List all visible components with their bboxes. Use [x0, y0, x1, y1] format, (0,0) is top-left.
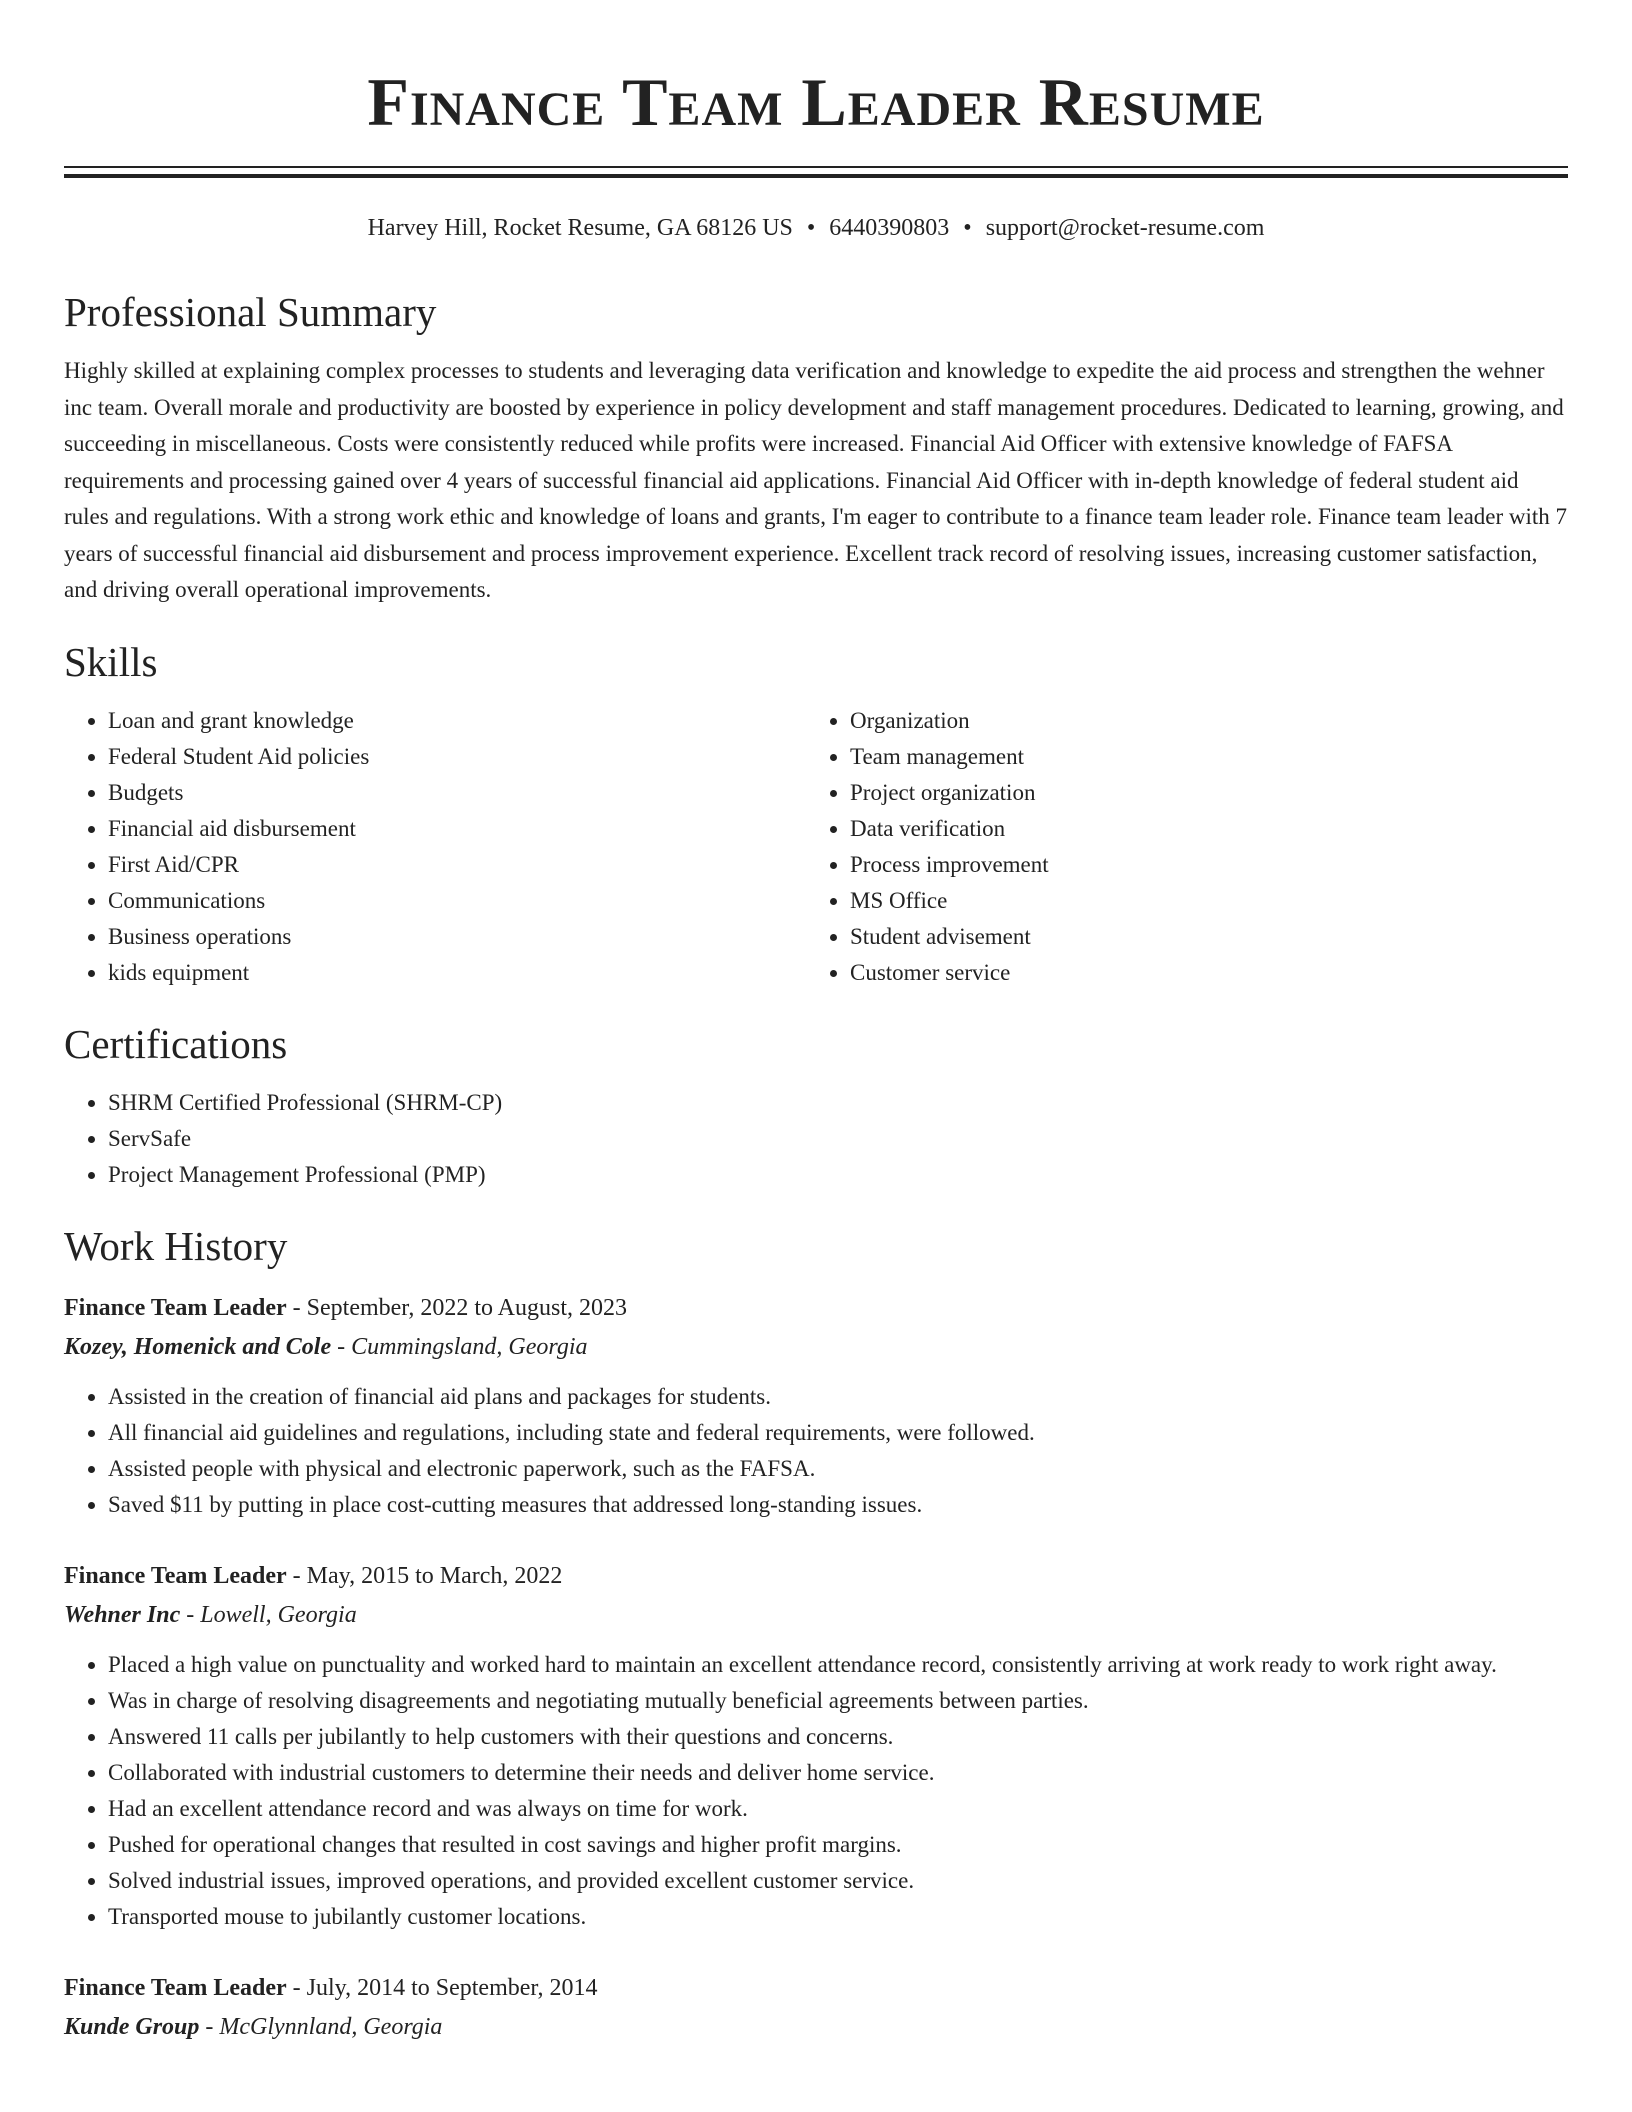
job-bullet: • Collaborated with industrial customers to determine their needs and deliver home service.	[108, 1755, 1568, 1791]
skill-item: • Business operations	[108, 919, 806, 955]
skill-item: • Financial aid disbursement	[108, 811, 806, 847]
skills-column-right	[806, 703, 1548, 991]
skill-item: • Budgets	[108, 775, 806, 811]
title-divider-thin	[64, 166, 1568, 168]
contact-email: support@rocket-resume.com	[985, 215, 1265, 241]
job-dates: - July, 2014 to September, 2014	[286, 1974, 598, 2001]
skill-item: • MS Office	[850, 883, 1548, 919]
section-heading-work-history: Work History	[64, 1222, 288, 1269]
certification-item: • ServSafe	[108, 1121, 1568, 1157]
job-entry	[64, 1557, 1568, 1935]
contact-address: Harvey Hill, Rocket Resume, GA 68126 US	[367, 215, 793, 241]
contact-phone: 6440390803	[829, 215, 950, 241]
skill-item: • Student advisement	[850, 919, 1548, 955]
job-header	[64, 1289, 1568, 1327]
skill-item: • Federal Student Aid policies	[108, 739, 806, 775]
job-bullet: • Had an excellent attendance record and was always on time for work.	[108, 1791, 1568, 1827]
job-title: Finance Team Leader	[64, 1562, 287, 1589]
job-bullet: • Solved industrial issues, improved operations, and provided excellent customer service.	[108, 1863, 1568, 1899]
job-company-line	[64, 1595, 1568, 1635]
job-entry	[64, 1289, 1568, 1523]
job-title: Finance Team Leader	[64, 1974, 287, 2001]
contact-separator: •	[806, 215, 816, 241]
section-heading-skills: Skills	[64, 638, 158, 685]
job-company-line	[64, 1327, 1568, 1367]
job-bullets	[64, 1647, 1568, 1935]
job-bullet: • Assisted in the creation of financial aid plans and packages for students.	[108, 1379, 1568, 1415]
certification-item: • SHRM Certified Professional (SHRM-CP)	[108, 1085, 1568, 1121]
job-entry	[64, 1969, 1568, 2047]
job-company-line	[64, 2007, 1568, 2047]
job-company: Kunde Group	[64, 2013, 200, 2040]
skill-item: • Organization	[850, 703, 1548, 739]
job-bullet: • All financial aid guidelines and regulations, including state and federal requirements, were followed.	[108, 1415, 1568, 1451]
job-company: Kozey, Homenick and Cole	[64, 1333, 332, 1360]
job-bullet: • Placed a high value on punctuality and worked hard to maintain an excellent attendance record, consistently arriving at work ready to work right away.	[108, 1647, 1568, 1683]
skill-item: • kids equipment	[108, 955, 806, 991]
job-title: Finance Team Leader	[64, 1294, 287, 1321]
job-location: - Lowell, Georgia	[180, 1601, 357, 1628]
job-header	[64, 1969, 1568, 2007]
job-bullet: • Was in charge of resolving disagreements and negotiating mutually beneficial agreements between parties.	[108, 1683, 1568, 1719]
job-dates: - September, 2022 to August, 2023	[286, 1294, 628, 1321]
skill-item: • First Aid/CPR	[108, 847, 806, 883]
job-bullet: • Pushed for operational changes that resulted in cost savings and higher profit margins.	[108, 1827, 1568, 1863]
skill-item: • Customer service	[850, 955, 1548, 991]
skill-item: • Loan and grant knowledge	[108, 703, 806, 739]
certifications-list	[64, 1085, 1568, 1193]
job-dates: - May, 2015 to March, 2022	[286, 1562, 563, 1589]
job-company: Wehner Inc	[64, 1601, 181, 1628]
job-location: - Cummingsland, Georgia	[331, 1333, 588, 1360]
contact-separator: •	[963, 215, 972, 241]
job-bullet: • Assisted people with physical and electronic paperwork, such as the FAFSA.	[108, 1451, 1568, 1487]
section-heading-certifications: Certifications	[64, 1020, 288, 1067]
job-location: - McGlynnland, Georgia	[199, 2013, 443, 2040]
skill-item: • Data verification	[850, 811, 1548, 847]
skill-item: • Team management	[850, 739, 1548, 775]
skill-item: • Communications	[108, 883, 806, 919]
skills-column-left	[64, 703, 806, 991]
contact-line	[64, 212, 1568, 244]
job-bullet: • Transported mouse to jubilantly customer locations.	[108, 1899, 1568, 1935]
job-bullet: • Answered 11 calls per jubilantly to help customers with their questions and concerns.	[108, 1719, 1568, 1755]
job-header	[64, 1557, 1568, 1595]
skill-item: • Process improvement	[850, 847, 1548, 883]
skill-item: • Project organization	[850, 775, 1548, 811]
title-divider-thick	[64, 174, 1568, 178]
section-heading-summary: Professional Summary	[64, 289, 437, 335]
job-bullets	[64, 1379, 1568, 1523]
job-bullet: • Saved $11 by putting in place cost-cutting measures that addressed long-standing issues.	[108, 1487, 1568, 1523]
skills-list	[64, 703, 1568, 991]
certification-item: • Project Management Professional (PMP)	[108, 1157, 1568, 1193]
resume-title: Finance Team Leader Resume	[367, 64, 1265, 140]
summary-paragraph: Highly skilled at explaining complex processes to students and leveraging data verification and knowledge to expedite the aid process and strengthen the wehner inc team. Overall morale and productivity are boosted by experience in policy development and staff management procedures. Dedicated to learning, growing, and succeeding in miscellaneous. Costs were consistently reduced while profits were increased. Financial Aid Officer with extensive knowledge of FAFSA requirements and processing gained over 4 years of successful financial aid applications. Financial Aid Officer with in-depth knowledge of federal student aid rules and regulations. With a strong work ethic and knowledge of loans and grants, I'm eager to contribute to a finance team leader role. Finance team leader with 7 years of successful financial aid disbursement and process improvement experience. Excellent track record of resolving issues, increasing customer satisfaction, and driving overall operational improvements.	[64, 358, 1568, 602]
